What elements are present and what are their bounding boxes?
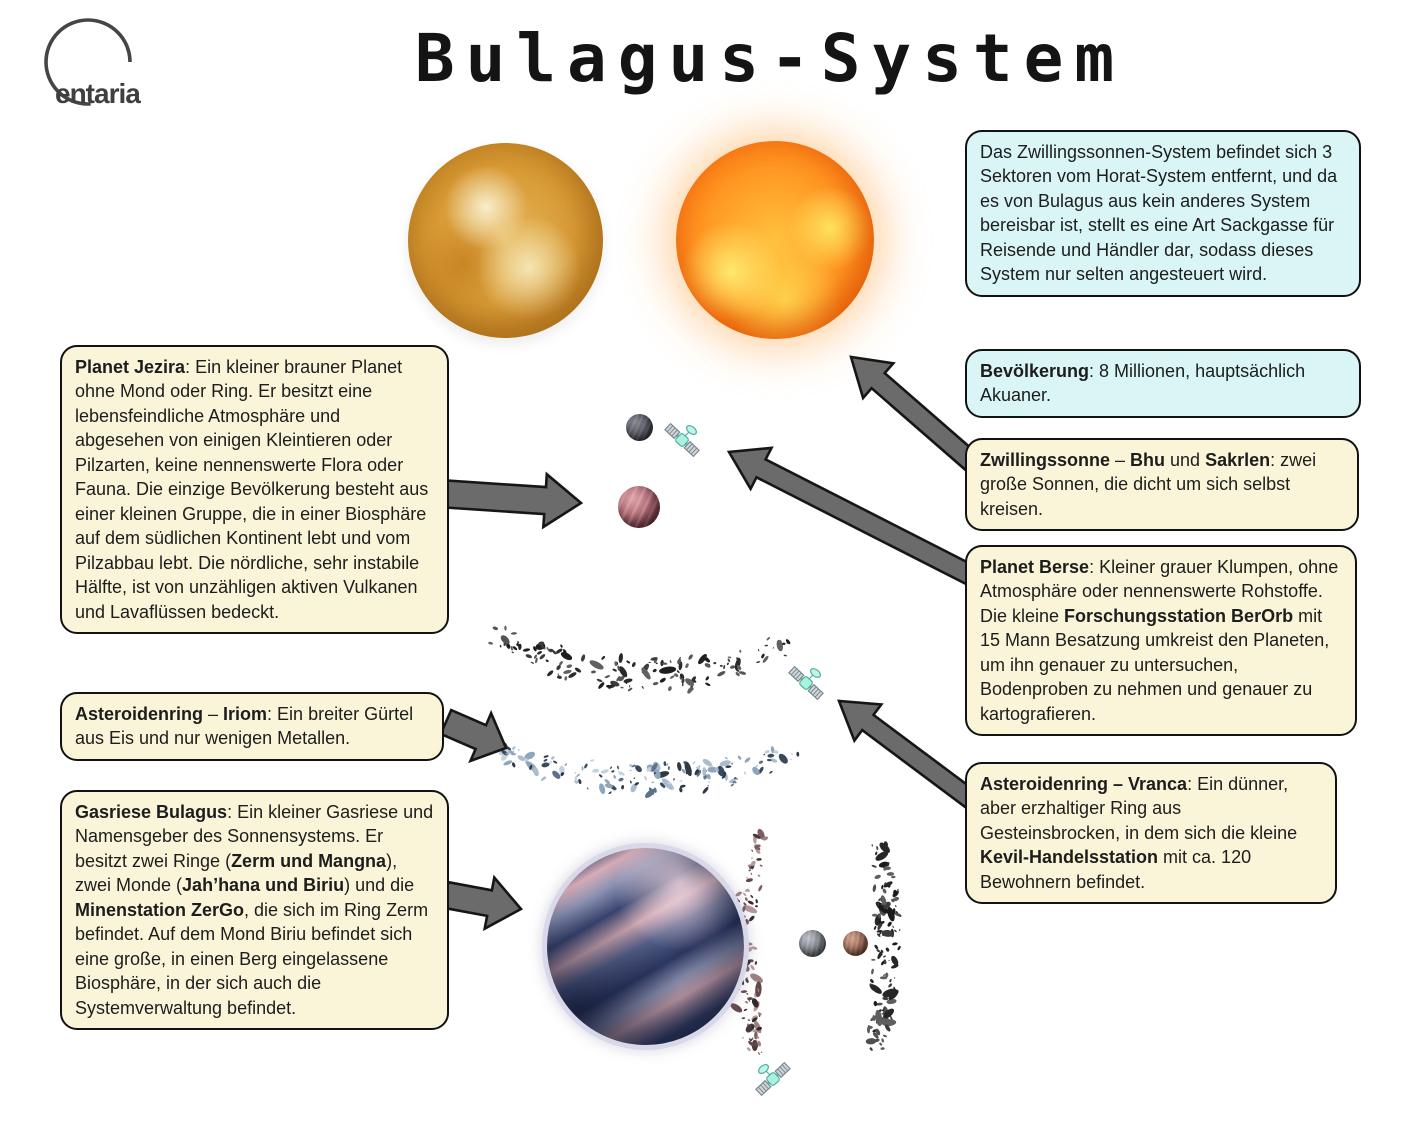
arrow-bulagus-icon — [444, 878, 521, 929]
brand-logo-text: entaria — [55, 78, 140, 109]
ring-mangna-icon — [865, 841, 902, 1052]
info-box-jezira: Planet Jezira: Ein kleiner brauner Planet ohne Mond oder Ring. Er besitzt eine lebensfeindliche Atmosphäre und abgesehen von einigen Kleintieren oder Pilzarten, keine nennenswerte Flora oder Fauna. Die einzige Bevölkerung besteht aus einer kleinen Gruppe, die in einer Biosphäre auf dem südlichen Kontinent lebt und vom Pilzabbau lebt. Die nördliche, sehr instabile Hälfte, ist von unzähligen aktiven Vulkanen und Lavaflüssen bedeckt. — [60, 345, 449, 634]
sun-golden-icon — [408, 143, 603, 338]
planet-berse-icon — [626, 414, 653, 441]
info-box-population: Bevölkerung: 8 Millionen, hauptsächlich Akuaner. — [965, 349, 1361, 418]
moon-brown-icon — [843, 931, 868, 956]
arrow-iriom-icon — [441, 710, 506, 761]
planet-jezira-icon — [618, 486, 660, 528]
info-box-bulagus: Gasriese Bulagus: Ein kleiner Gasriese und Namensgeber des Sonnensystems. Er besitzt zwei Ringe (Zerm und Mangna), zwei Monde (Jah’hana und Biriu) und die Minenstation ZerGo, die sich im Ring Zerm befindet. Auf dem Mond Biriu befindet sich eine große, in einen Berg eingelassene Biosphäre, in der sich auch die Systemverwaltung befindet. — [60, 790, 449, 1030]
arrow-jezira-icon — [445, 474, 581, 527]
gas-giant-bulagus-icon — [542, 843, 749, 1050]
satellite-kevil-icon — [785, 662, 827, 704]
moon-gray-icon — [799, 930, 826, 957]
arrow-berse-icon — [729, 448, 995, 594]
satellite-zergo-icon — [752, 1058, 794, 1100]
asteroid-belt-iriom-icon — [476, 735, 800, 799]
info-box-twin-sun: Zwillingssonne – Bhu und Sakrlen: zwei große Sonnen, die dicht um sich selbst kreisen. — [965, 438, 1359, 531]
asteroid-belt-vranca-icon — [488, 626, 791, 695]
info-box-intro: Das Zwillingssonnen-System befindet sich 3 Sektoren vom Horat-System entfernt, und da es von Bulagus aus kein anderes System bereisbar ist, stellt es eine Art Sackgasse für Reisende und Händler dar, sodass dieses System nur selten angesteuert wird. — [965, 130, 1361, 297]
info-box-vranca: Asteroidenring – Vranca: Ein dünner, aber erzhaltiger Ring aus Gesteinsbrocken, in dem sich die kleine Kevil-Handelsstation mit ca. 120 Bewohnern befindet. — [965, 762, 1337, 904]
satellite-berorb-icon — [661, 419, 703, 461]
info-box-iriom: Asteroidenring – Iriom: Ein breiter Gürtel aus Eis und nur wenigen Metallen. — [60, 692, 444, 761]
sun-orange-icon — [676, 141, 874, 339]
page-title: Bulagus-System — [414, 20, 1126, 97]
info-box-berse: Planet Berse: Kleiner grauer Klumpen, ohne Atmosphäre oder nennenswerte Rohstoffe. Die kleine Forschungsstation BerOrb mit 15 Mann Besatzung umkreist den Planeten, um ihn genauer zu untersuchen, Bodenproben zu nehmen und genauer zu kartografieren. — [965, 545, 1357, 736]
